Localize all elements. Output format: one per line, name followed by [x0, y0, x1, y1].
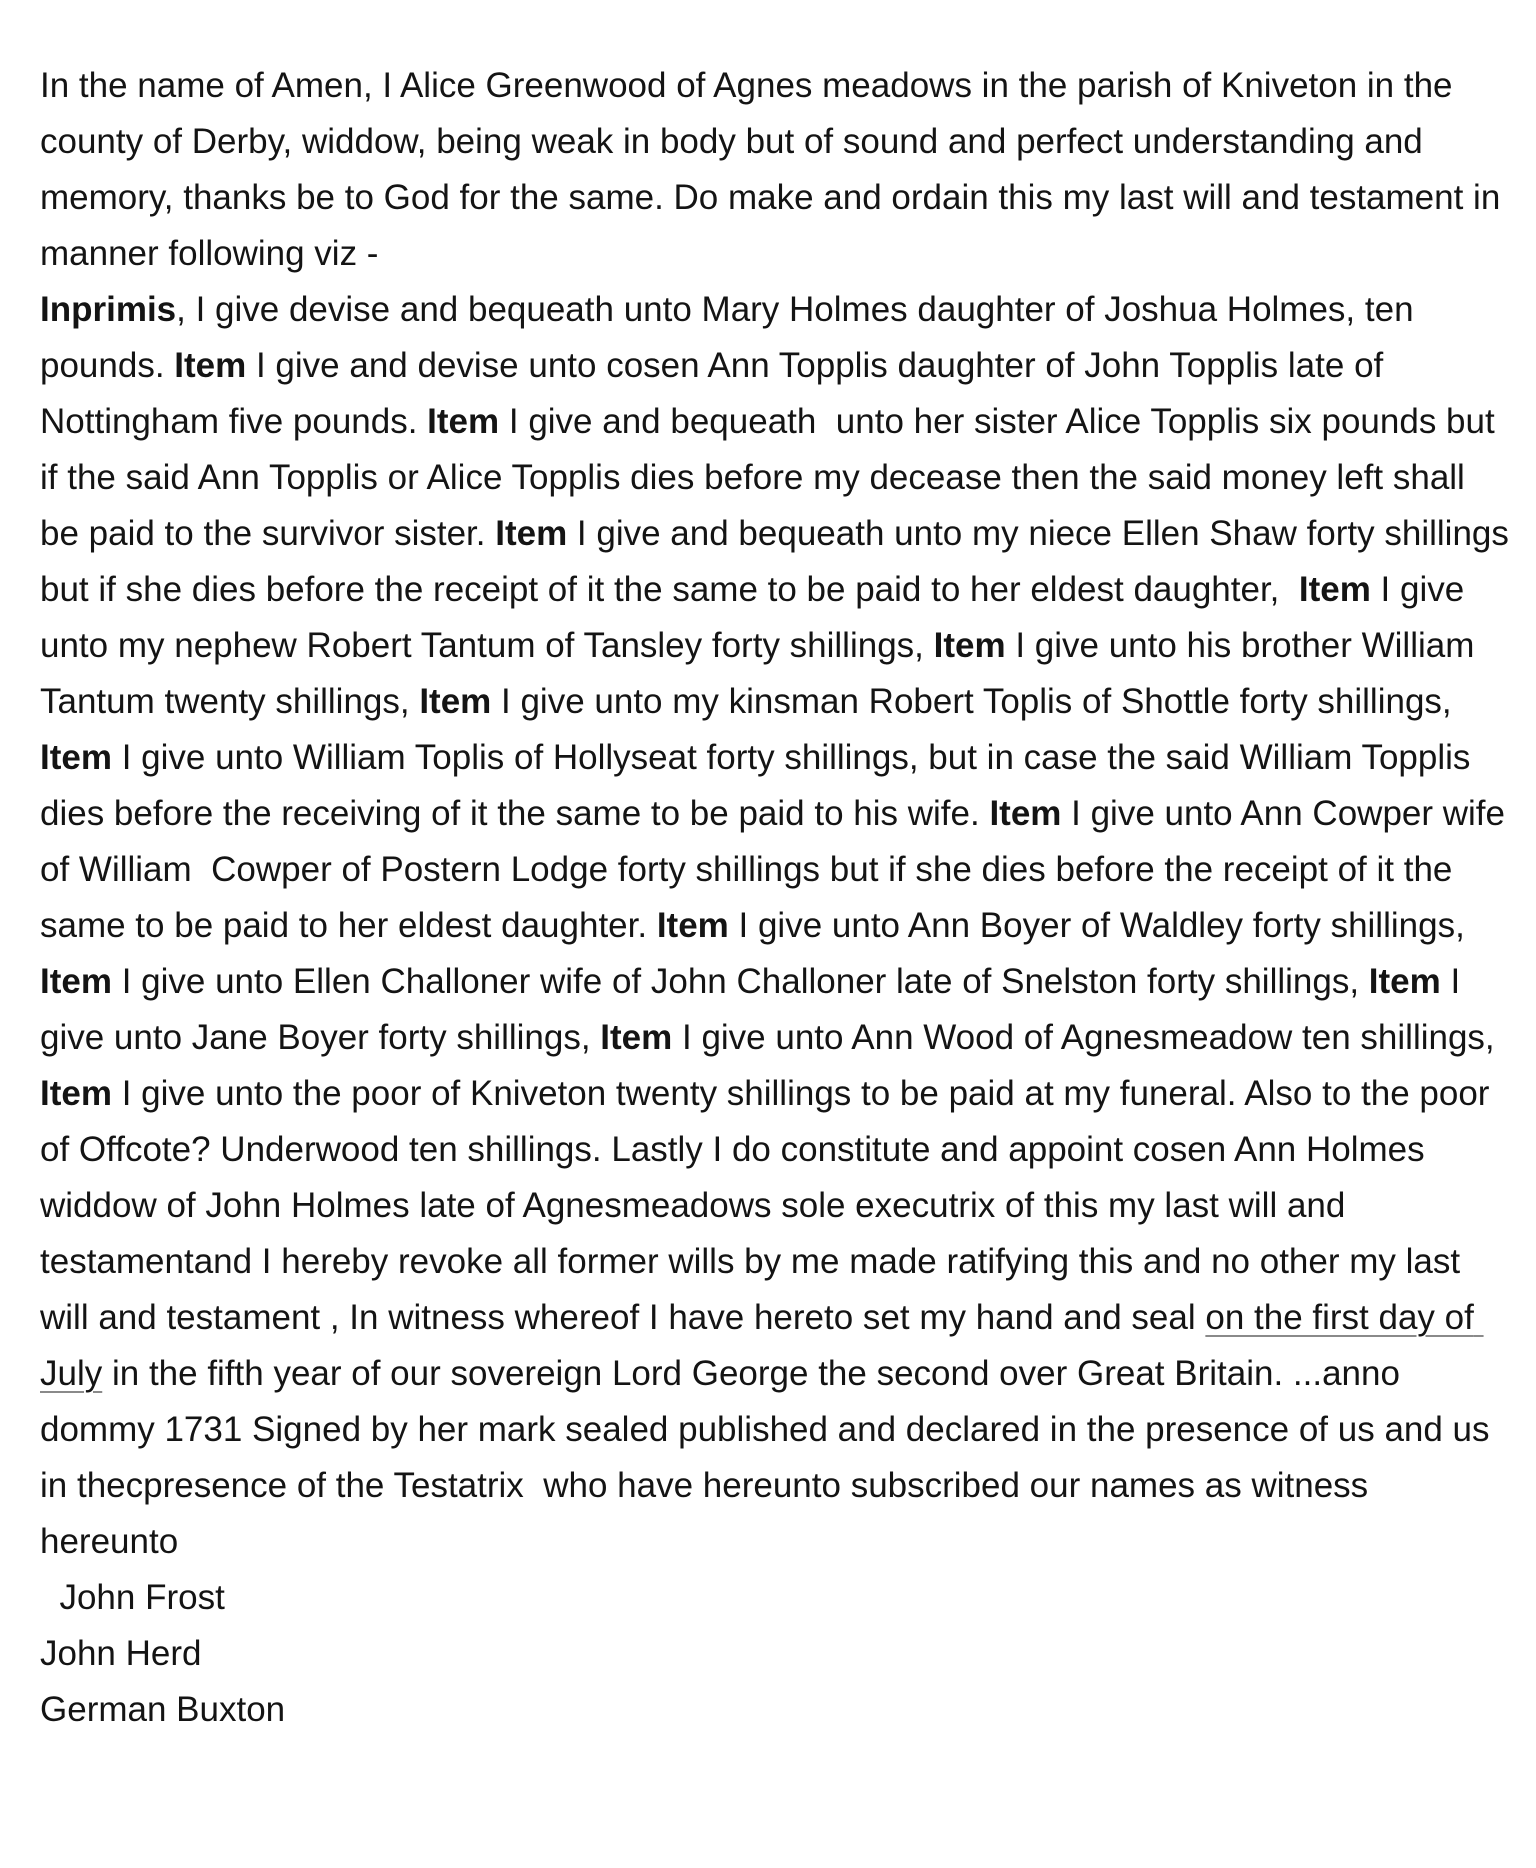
- item-text: I give and bequeath unto my niece Ellen Shaw forty shillings but if she dies before the receipt of it the same to be paid to her eldest daughter,: [40, 514, 1519, 609]
- inprimis-label: Inprimis: [40, 290, 177, 329]
- item-label: Item: [40, 962, 112, 1001]
- item-label: Item: [989, 794, 1062, 833]
- item-label: Item: [1368, 962, 1441, 1001]
- witness-list: [40, 1570, 1510, 1738]
- item-label: Item: [1298, 570, 1371, 609]
- closing-text: in the fifth year of our sovereign Lord George the second over Great Britain. ...anno dommy 1731 Signed by her mark sealed published and declared in the presence of us and us in thecpresence of the Testatrix who have hereunto subscribed our names as witness hereunto: [40, 1354, 1500, 1561]
- date-phrase: on the first day of July: [40, 1298, 1484, 1393]
- item-text: I give unto Ellen Challoner wife of John Challoner late of Snelston forty shillings,: [111, 962, 1369, 1001]
- witness-name: John Herd: [40, 1634, 202, 1673]
- item-text: I give unto the poor of Kniveton twenty shillings to be paid at my funeral. Also to the poor of Offcote? Underwood ten shillings. Lastly I do constitute and appoint cosen Ann Holmes widdow of John Holmes late of Agnesmeadows sole executrix of this my last will and testamentand I hereby revoke all former wills by me made ratifying this and no other my last will and testament , In witness whereof I have hereto set my hand and seal: [40, 1074, 1500, 1337]
- will-body: [40, 58, 1519, 1570]
- item-label: Item: [933, 626, 1006, 665]
- witness-name: German Buxton: [40, 1690, 286, 1729]
- intro-text: In the name of Amen, I Alice Greenwood of Agnes meadows in the parish of Kniveton in the county of Derby, widdow, being weak in body but of sound and perfect understanding and memory, thanks be to God for the same. Do make and ordain this my last will and testament in manner following viz -: [40, 66, 1511, 273]
- item-label: Item: [495, 514, 568, 553]
- item-label: Item: [600, 1018, 673, 1057]
- inprimis-text: , I give devise and bequeath unto Mary Holmes daughter of Joshua Holmes, ten pounds.: [40, 290, 1424, 385]
- item-label: Item: [656, 906, 729, 945]
- item-text: I give unto my nephew Robert Tantum of Tansley forty shillings,: [40, 570, 1474, 665]
- item-text: I give unto my kinsman Robert Toplis of Shottle forty shillings,: [491, 682, 1462, 721]
- item-text: I give unto Ann Boyer of Waldley forty shillings,: [728, 906, 1475, 945]
- item-label: Item: [174, 346, 247, 385]
- item-text: I give unto William Toplis of Hollyseat forty shillings, but in case the said William Topplis dies before the receiving of it the same to be paid to his wife.: [40, 738, 1481, 833]
- item-label: Item: [419, 682, 492, 721]
- item-text: I give and devise unto cosen Ann Topplis daughter of John Topplis late of Nottingham five pounds.: [40, 346, 1393, 441]
- item-label: Item: [427, 402, 500, 441]
- item-text: I give unto Ann Wood of Agnesmeadow ten shillings,: [672, 1018, 1505, 1057]
- will-document: [40, 58, 1519, 1738]
- item-text: I give unto Jane Boyer forty shillings,: [40, 962, 1470, 1057]
- witness-name: John Frost: [40, 1578, 225, 1617]
- item-label: Item: [40, 738, 112, 777]
- item-label: Item: [40, 1074, 112, 1113]
- item-text: I give unto Ann Cowper wife of William Cowper of Postern Lodge forty shillings but if she dies before the receipt of it the same to be paid to her eldest daughter.: [40, 794, 1515, 945]
- item-text: I give unto his brother William Tantum twenty shillings,: [40, 626, 1484, 721]
- item-text: I give and bequeath unto her sister Alice Topplis six pounds but if the said Ann Topplis or Alice Topplis dies before my decease then the said money left shall be paid to the survivor sister.: [40, 402, 1505, 553]
